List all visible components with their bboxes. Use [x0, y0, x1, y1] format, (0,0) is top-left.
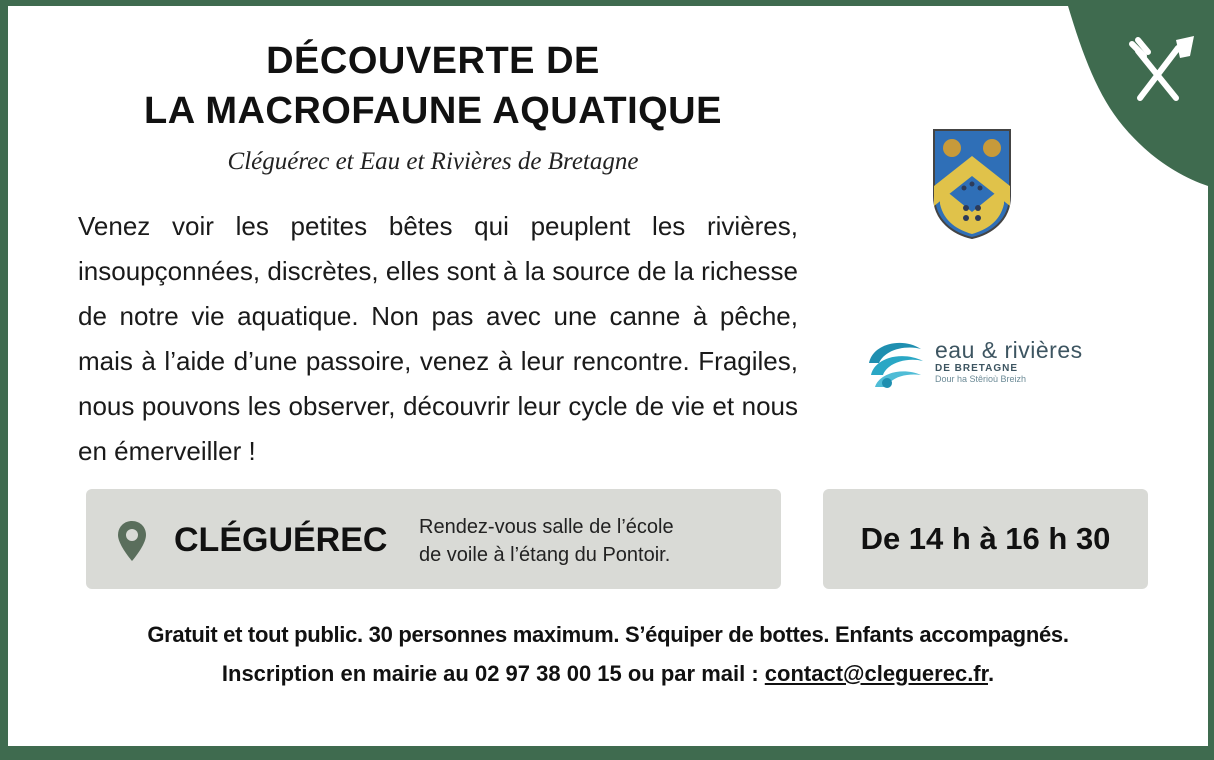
location-city: CLÉGUÉREC — [174, 521, 388, 559]
wave-logo-icon — [863, 333, 929, 399]
event-description: Venez voir les petites bêtes qui peuplent les rivières, insoupçonnées, discrètes, elles sont à la source de la richesse de notre vie aquatique. Non pas avec une canne à pêche, mais à l’aide d’une passoire, venez à leur rencontre. Fragiles, nous pouvons les observer, découvrir leur cycle de vie et nous en émerveiller ! — [78, 211, 798, 466]
map-pin-icon — [116, 519, 148, 563]
subtitle: Cléguérec et Eau et Rivières de Bretagne — [227, 148, 639, 175]
registration-suffix: . — [987, 661, 995, 686]
logo-sub2: Dour ha Stêrioù Breizh — [935, 374, 1027, 384]
coat-of-arms — [930, 126, 1014, 240]
meeting-line-2: de voile à l’étang du Pontoir. — [419, 544, 671, 566]
registration-text: Inscription en mairie au 02 97 38 00 15 ou par mail : — [221, 661, 765, 686]
practical-info: Gratuit et tout public. 30 personnes maximum. S’équiper de bottes. Enfants accompagnés. — [147, 622, 1069, 647]
location-box — [86, 489, 781, 589]
schedule-time: De 14 h à 16 h 30 — [860, 521, 1111, 556]
contact-email-link[interactable]: contact@cleguerec.fr — [764, 661, 988, 686]
registration-info — [8, 661, 1208, 687]
meeting-line-1: Rendez-vous salle de l’école — [419, 516, 674, 538]
schedule-box — [823, 489, 1148, 589]
page-title — [68, 36, 798, 136]
meeting-point — [419, 513, 739, 569]
partner-logo — [863, 331, 1103, 401]
title-line-2: LA MACROFAUNE AQUATIQUE — [144, 90, 722, 132]
title-line-1: DÉCOUVERTE DE — [266, 40, 600, 82]
event-card — [8, 6, 1208, 746]
fork-shovel-icon — [1028, 6, 1208, 186]
logo-sub1: DE BRETAGNE — [935, 363, 1019, 374]
logo-name: eau & rivières — [935, 337, 1083, 363]
